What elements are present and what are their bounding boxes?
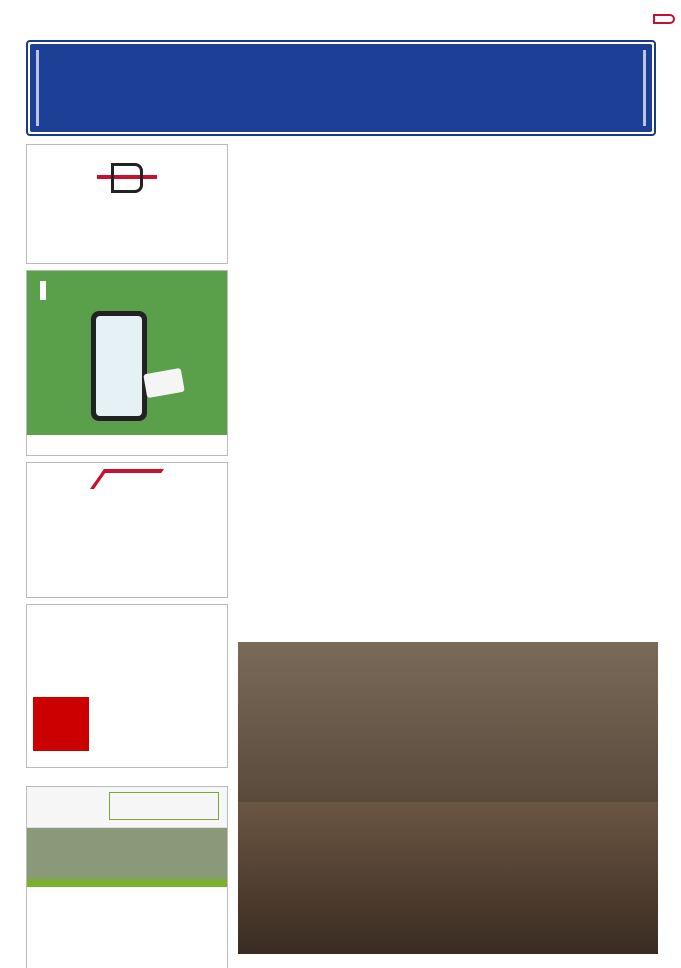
page-header — [0, 0, 681, 34]
ad-schroeder[interactable] — [26, 786, 228, 968]
article — [238, 144, 658, 145]
nursery-photo — [27, 827, 227, 879]
rewe-logo — [33, 697, 89, 751]
roof-icon — [90, 469, 164, 489]
post-horn-icon — [653, 14, 675, 24]
ad-lage-gutschein[interactable] — [26, 270, 228, 456]
group-photo — [238, 642, 658, 954]
steffen-logo-icon — [97, 159, 157, 199]
article-col-3 — [465, 194, 544, 684]
banner-title — [30, 44, 652, 50]
article-col-4 — [579, 194, 658, 684]
newspaper-logo[interactable] — [651, 10, 675, 27]
ad2-footer — [27, 435, 227, 455]
ad5-band — [27, 879, 227, 887]
ad-column — [26, 144, 228, 968]
article-col-1 — [238, 194, 317, 684]
ad-steffen[interactable] — [26, 144, 228, 264]
ad2-heading — [37, 281, 227, 301]
voucher-card-icon — [143, 368, 185, 398]
smartphone-icon — [91, 311, 147, 421]
ad-petker[interactable] — [26, 462, 228, 598]
ad-rewe[interactable] — [26, 604, 228, 768]
ad3-name — [27, 489, 227, 513]
article-col-2 — [352, 194, 431, 684]
schroeder-logo — [109, 792, 219, 820]
title-banner — [26, 40, 656, 136]
